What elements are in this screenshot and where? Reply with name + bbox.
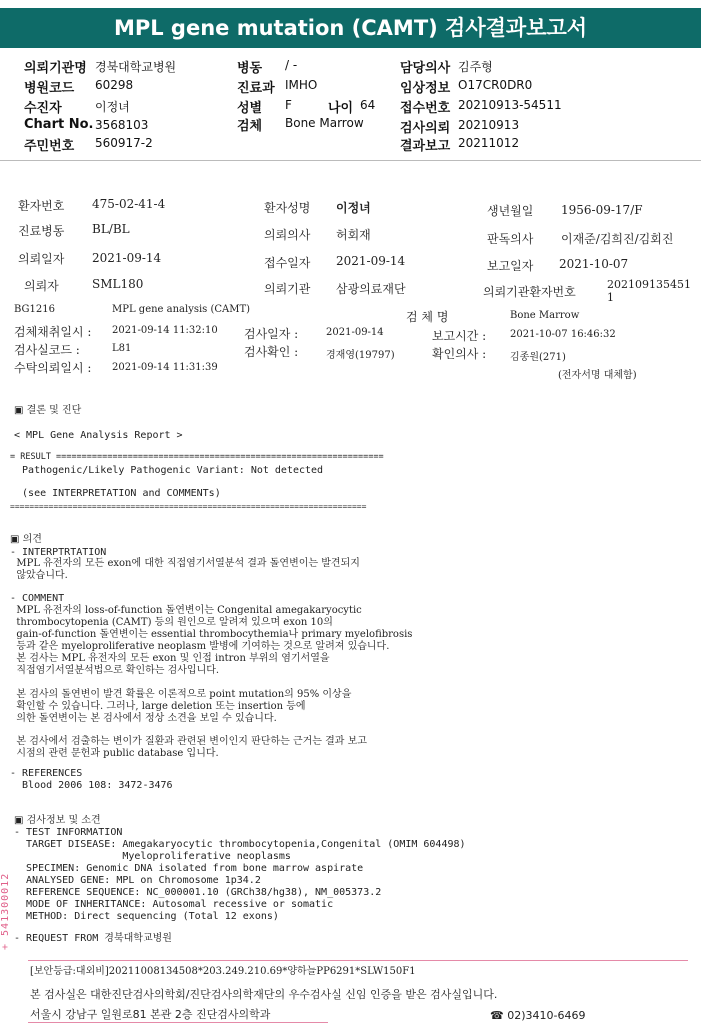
confirm-label: 검사확인 :	[244, 345, 299, 359]
patient-value: SML180	[92, 277, 144, 291]
room-label: 검사실코드 :	[14, 343, 80, 357]
patient-value: 1	[607, 291, 614, 304]
comment-text: 본 검사에서 검출하는 변이가 질환과 관련된 변이인지 판단하는 근거는 결과 보고 시점의 관련 문헌과 public database 입니다.	[16, 736, 367, 759]
patient-label: 의뢰의사	[264, 228, 311, 242]
header-value: 20210913-54511	[458, 98, 562, 112]
comment-text: MPL 유전자의 loss-of-function 돌연변이는 Congenital amegakaryocytic thrombocytopenia (CAMT) 등의 원인으로 알려져 있으며 exon 10의 gain-of-function 돌연변이는 essential thrombocythemia나 primary myelofibrosis 등과 같은 myeloproliferative neoplasm 발병에 기여하는 것으로 알려져 있습니다. 본 검사는 MPL 유전자의 모든 exon 및 인접 intron 부위의 염기서열을 직접염기서열분석법으로 확인하는 검사입니다.	[16, 605, 413, 676]
header-label: 임상정보	[400, 81, 451, 96]
header-value: 560917-2	[95, 136, 153, 150]
divider	[0, 160, 701, 161]
patient-value: 202109135451	[607, 278, 691, 291]
header-value: 60298	[95, 78, 134, 92]
header-value: IMHO	[285, 78, 318, 92]
header-value: 3568103	[95, 118, 149, 132]
interp-text: MPL 유전자의 모든 exon에 대한 직접염기서열분석 결과 돌연변이는 발견되지 않았습니다.	[16, 558, 360, 581]
comment-heading: - COMMENT	[10, 593, 65, 604]
patient-value: 1956-09-17/F	[561, 203, 643, 217]
security-line: [보안등급:대외비]20211008134508*203.249.210.69*양하늘PP6291*SLW150F1	[30, 966, 416, 977]
age-value: 64	[360, 98, 376, 112]
patient-label: 의뢰기관	[264, 282, 311, 296]
specimen-label: 검 체 명	[406, 310, 449, 324]
header-value: 20211012	[458, 136, 520, 150]
header-label: 담당의사	[400, 61, 451, 76]
header-label: 접수번호	[400, 101, 451, 116]
testdate-label: 검사일자 :	[244, 327, 299, 341]
test-code: BG1216	[14, 304, 55, 315]
header-value: / -	[285, 58, 298, 72]
patient-value: 허회재	[336, 228, 371, 242]
confirm-value: 경재영(19797)	[326, 350, 395, 361]
confirmer-label: 확인의사 :	[432, 347, 487, 361]
address-underline	[28, 1022, 328, 1023]
patient-value: 이정녀	[336, 201, 371, 215]
confirmer-value: 김종원(271)	[510, 352, 566, 363]
reporttime-value: 2021-10-07 16:46:32	[510, 329, 616, 340]
header-label: Chart No.	[24, 117, 94, 132]
section-heading: ▣ 결론 및 진단	[14, 405, 82, 416]
comment-text: 본 검사의 돌연변이 발견 확률은 이론적으로 point mutation의 95% 이상을 확인할 수 있습니다. 그러나, large deletion 또는 insertion 등에 의한 돌연변이는 본 검사에서 정상 소견을 보일 수 있습니다.	[16, 689, 352, 724]
room-value: L81	[112, 343, 132, 354]
footer-divider	[28, 960, 688, 961]
header-label: 병동	[237, 61, 263, 76]
patient-label: 의뢰자	[24, 279, 59, 293]
patient-label: 생년월일	[487, 204, 534, 218]
header-value: Bone Marrow	[285, 116, 364, 130]
patient-label: 진료병동	[18, 224, 65, 238]
interp-heading: - INTERPTRTATION	[10, 547, 107, 558]
header-label: 진료과	[237, 81, 275, 96]
esign-note: (전자서명 대체함)	[558, 370, 637, 381]
collect-value: 2021-09-14 11:32:10	[112, 325, 218, 336]
section-heading: ▣ 의견	[10, 534, 42, 545]
specimen-value: Bone Marrow	[510, 310, 580, 321]
header-block	[0, 52, 701, 156]
test-name: MPL gene analysis (CAMT)	[112, 304, 251, 315]
equals-rule: ==========================================================================	[10, 502, 367, 511]
header-value: 경북대학교병원	[95, 60, 177, 74]
header-label: 병원코드	[24, 81, 75, 96]
request-label: 수탁의뢰일시 :	[14, 361, 92, 375]
patient-value: 475-02-41-4	[92, 197, 166, 211]
section-heading: ▣ 검사정보 및 소견	[14, 815, 101, 826]
header-value: 20210913	[458, 118, 520, 132]
patient-value: 2021-09-14	[92, 251, 162, 265]
patient-label: 의뢰일자	[18, 252, 65, 266]
request-from: - REQUEST FROM 경북대학교병원	[14, 933, 172, 944]
see-note: (see INTERPRETATION and COMMENTs)	[10, 488, 221, 499]
collect-label: 검체채취일시 :	[14, 325, 92, 339]
lab-address: 서울시 강남구 일원로81 본관 2층 진단검사의학과	[30, 1008, 271, 1021]
patient-label: 보고일자	[487, 259, 534, 273]
ref-heading: - REFERENCES	[10, 768, 83, 779]
header-value: 이정녀	[95, 100, 130, 114]
report-subtitle: < MPL Gene Analysis Report >	[14, 430, 183, 441]
patient-value: 2021-09-14	[336, 254, 406, 268]
lab-phone: ☎ 02)3410-6469	[490, 1009, 586, 1022]
age-label: 나이	[328, 101, 354, 116]
patient-label: 판독의사	[487, 232, 534, 246]
report-title: MPL gene mutation (CAMT) 검사결과보고서	[0, 8, 701, 48]
header-label: 검체	[237, 119, 263, 134]
patient-value: 2021-10-07	[559, 257, 629, 271]
header-value: O17CR0DR0	[458, 78, 533, 92]
test-information: - TEST INFORMATION TARGET DISEASE: Amegakaryocytic thrombocytopenia,Congenital (OMIM 604498) Myeloproliferative neoplasms SPECIMEN: Genomic DNA isolated from bone marrow aspirate ANALYSED GENE: MPL on Chromosome 1p34.2 REFERENCE SEQUENCE: NC_000001.10 (GRCh38/hg38), NM_005373.2 MODE OF INHERITANCE: Autosomal recessive or somatic METHOD: Direct sequencing (Total 12 exons)	[14, 827, 466, 922]
ref-text: Blood 2006 108: 3472-3476	[10, 780, 173, 791]
header-value: 김주형	[458, 60, 493, 74]
result-rule: = RESULT ================================================================	[10, 452, 384, 462]
patient-label: 환자성명	[264, 201, 311, 215]
header-label: 결과보고	[400, 139, 451, 154]
header-label: 성별	[237, 101, 263, 116]
reporttime-label: 보고시간 :	[432, 329, 487, 343]
side-barcode-number: + 541300012	[0, 872, 11, 950]
header-label: 수진자	[24, 101, 62, 116]
patient-value: BL/BL	[92, 222, 130, 236]
cert-note: 본 검사실은 대한진단검사의학회/진단검사의학재단의 우수검사실 신임 인증을 받은 검사실입니다.	[30, 988, 498, 1001]
result-text: Pathogenic/Likely Pathogenic Variant: Not detected	[10, 465, 324, 476]
request-value: 2021-09-14 11:31:39	[112, 362, 218, 373]
patient-label: 접수일자	[264, 256, 311, 270]
patient-label: 환자번호	[18, 199, 65, 213]
header-label: 주민번호	[24, 139, 75, 154]
patient-value: 삼광의료재단	[336, 282, 406, 296]
testdate-value: 2021-09-14	[326, 327, 384, 338]
patient-label: 의뢰기관환자번호	[483, 285, 576, 299]
patient-value: 이재준/김희진/김회진	[561, 232, 674, 246]
header-value: F	[285, 98, 292, 112]
header-label: 의뢰기관명	[24, 61, 87, 76]
header-label: 검사의뢰	[400, 121, 451, 136]
